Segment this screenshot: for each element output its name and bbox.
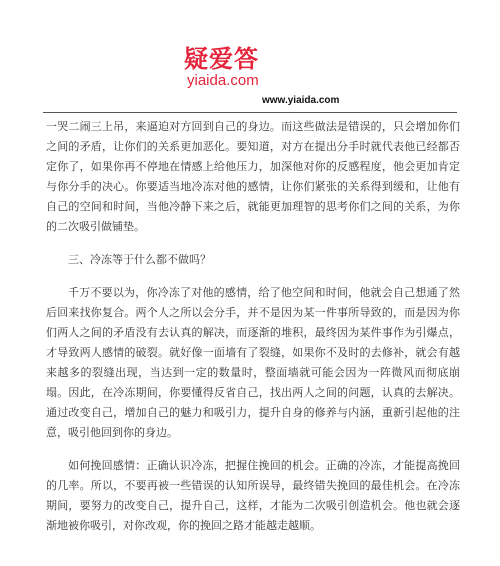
article-paragraph-3: 如何挽回感情：正确认识冷冻，把握住挽回的机会。正确的冷冻，才能提高挽回的几率。所以，不要再被一些错误的认知所误导，最终错失挽回的最佳机会。在冷冻期间，要努力的改变自己，提升自己，这样，才能为二次吸引创造机会。他也就会逐渐地被你吸引，对你改观，你的挽回之路才能越走越顺。 <box>46 459 460 532</box>
article-body <box>46 117 460 536</box>
site-logo[interactable] <box>184 46 304 96</box>
section-heading-3: 三、冷冻等于什么都不做吗？ <box>68 253 211 266</box>
site-url: www.yiaida.com <box>262 95 340 106</box>
article-paragraph-2: 千万不要以为，你冷冻了对他的感情，给了他空间和时间，他就会自己想通了然后回来找你复合。两个人之所以会分手，并不是因为某一件事所导致的，而是因为你们两人之间的矛盾没有去认真的解决，而逐渐的堆积，最终因为某件事作为引爆点，才导致两人感情的破裂。就好像一面墙有了裂缝，如果你不及时的去修补，就会有越来越多的裂缝出现，当达到一定的数量时，整面墙就可能会因为一阵微风而彻底崩塌。因此，在冷冻期间，你要懂得反省自己，找出两人之间的问题，认真的去解决。通过改变自己，增加自己的魅力和吸引力，提升自身的修养与内涵，重新引起他的注意，吸引他回到你的身边。 <box>46 286 460 439</box>
article-paragraph-1: 一哭二闹三上吊，来逼迫对方回到自己的身边。而这些做法是错误的，只会增加你们之间的矛盾，让你们的关系更加恶化。要知道，对方在提出分手时就代表他已经都否定你了，如果你再不停地在情感上给他压力，加深他对你的反感程度，他会更加肯定与你分手的决心。你要适当地冷冻对他的感情，让你们紧张的关系得到缓和，让他有自己的空间和时间，当他冷静下来之后，就能更加理智的思考你们之间的关系，为你的二次吸引做铺垫。 <box>46 120 460 233</box>
logo-chinese-text: 疑爱答 <box>184 45 259 73</box>
logo-english-text: yiaida.com <box>187 72 259 89</box>
header-divider <box>43 112 457 113</box>
